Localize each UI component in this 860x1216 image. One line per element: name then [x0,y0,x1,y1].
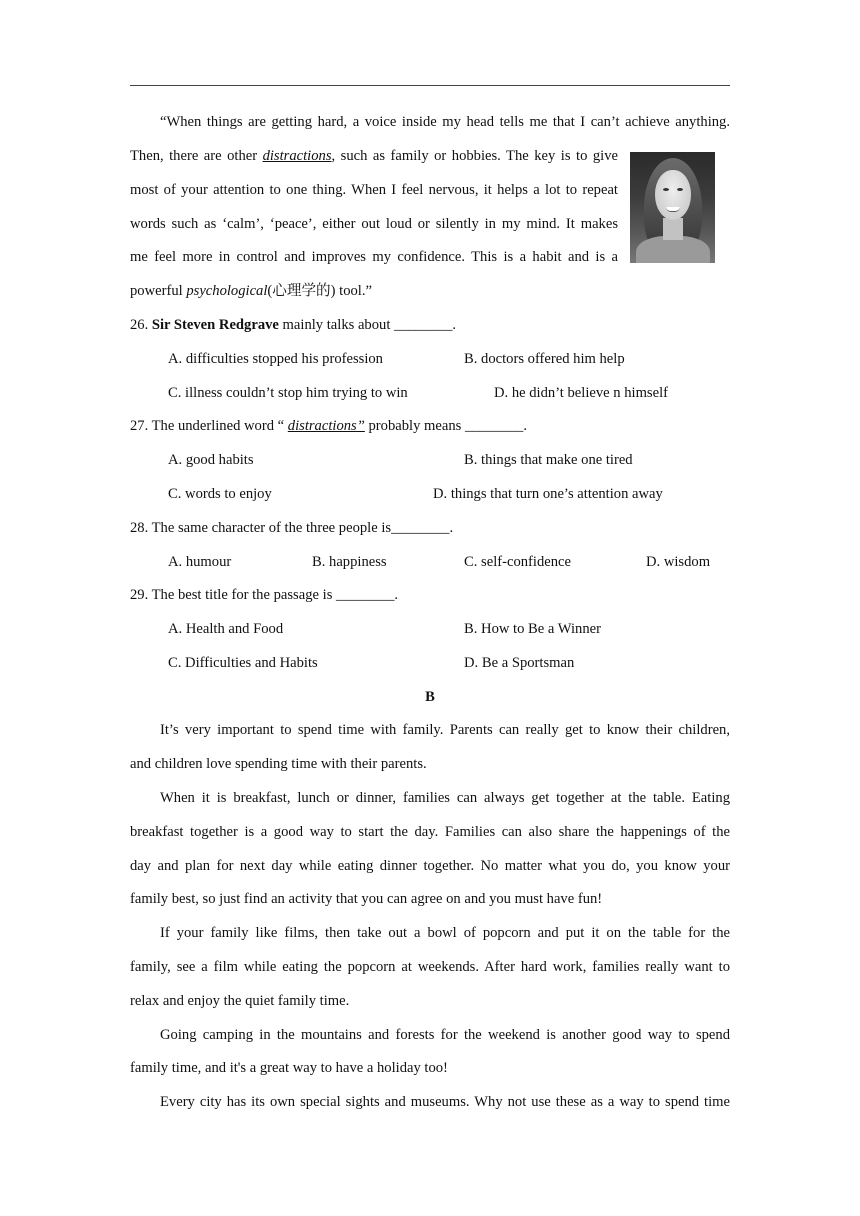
q27-option-a: A. good habits [168,452,254,468]
passage-b-p4-l2: family time, and it's a great way to have a holiday too! [130,1060,448,1076]
passage-b-p2-l3: day and plan for next day while eating dinner together. No matter what you do, you know your [130,858,730,874]
q27-option-c: C. words to enjoy [168,486,272,502]
q28-option-c: C. self-confidence [464,554,571,570]
quote-line-5: me feel more in control and improves my confidence. This is a habit and is a [130,249,618,265]
passage-b-p1-l2: and children love spending time with their parents. [130,756,427,772]
q28-option-a: A. humour [168,554,232,570]
passage-b-p2-l4: family best, so just find an activity that you can agree on and you must have fun! [130,891,603,907]
q29-option-c: C. Difficulties and Habits [168,655,318,671]
section-b-heading: B [425,689,435,705]
passage-b-p2-l2: breakfast together is a good way to start the day. Families can also share the happenings of the [130,824,730,840]
q29-option-d: D. Be a Sportsman [464,655,575,671]
q26-option-d: D. he didn’t believe n himself [494,385,669,401]
passage-b-p4-l1: Going camping in the mountains and forests for the weekend is another good way to spend [160,1027,730,1043]
q26-option-b: B. doctors offered him help [464,351,625,367]
distractions-underlined: distractions [262,148,332,164]
question-28: 28. The same character of the three people is________. [130,520,454,536]
passage-b-p1-l1: It’s very important to spend time with family. Parents can really get to know their children, [160,722,730,738]
q29-option-b: B. How to Be a Winner [464,621,601,637]
quote-line-2: Then, there are other distractions, such as family or hobbies. The key is to give [130,148,618,164]
passage-b-p5-l1: Every city has its own special sights and museums. Why not use these as a way to spend time [160,1094,730,1110]
question-27: 27. The underlined word “ distractions” probably means ________. [130,418,527,434]
passage-b-p3-l1: If your family like films, then take out a bowl of popcorn and put it on the table for the [160,925,730,941]
quote-line-4: words such as ‘calm’, ‘peace’, either out loud or silently in my mind. It makes [130,216,618,232]
passage-b-p2-l1: When it is breakfast, lunch or dinner, families can always get together at the table. Eating [160,790,730,806]
q27-option-d: D. things that turn one’s attention away [433,486,663,502]
passage-b-p3-l3: relax and enjoy the quiet family time. [130,993,350,1009]
header-rule [130,85,730,86]
quote-line-1: “When things are getting hard, a voice inside my head tells me that I can’t achieve anything. [160,114,730,130]
woman-portrait-photo [630,152,715,263]
quote-line-3: most of your attention to one thing. When I feel nervous, it helps a lot to repeat [130,182,618,198]
q27-option-b: B. things that make one tired [464,452,633,468]
question-26: 26. Sir Steven Redgrave mainly talks about ________. [130,317,457,333]
q26-option-c: C. illness couldn’t stop him trying to win [168,385,408,401]
passage-b-p3-l2: family, see a film while eating the popcorn at weekends. After hard work, families really want to [130,959,730,975]
quote-line-6: powerful psychological(心理学的) tool.” [130,283,372,299]
question-29: 29. The best title for the passage is ________. [130,587,399,603]
q29-option-a: A. Health and Food [168,621,284,637]
q28-option-d: D. wisdom [646,554,711,570]
q26-option-a: A. difficulties stopped his profession [168,351,383,367]
q28-option-b: B. happiness [312,554,387,570]
